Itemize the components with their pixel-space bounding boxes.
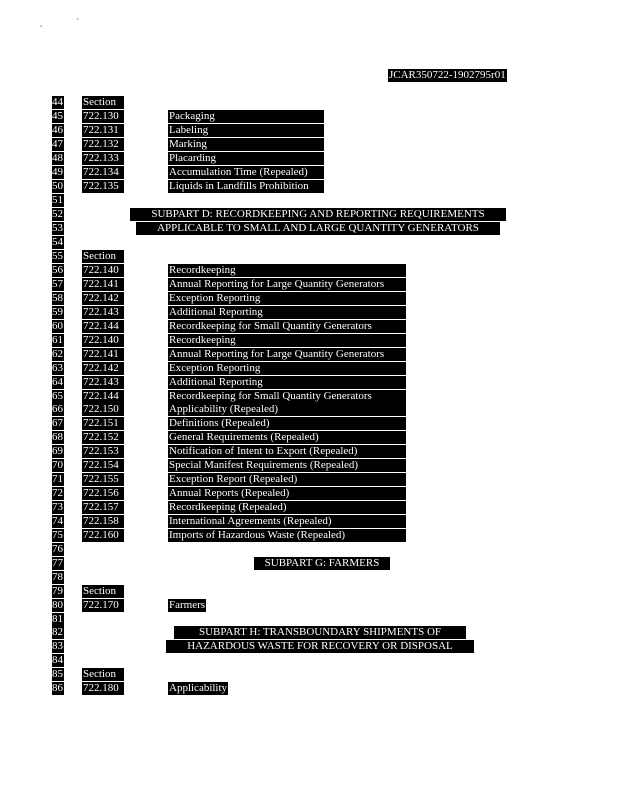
section-number: 722.133 bbox=[82, 152, 124, 165]
section-title: Additional Reporting bbox=[168, 376, 406, 389]
section-title: Recordkeeping bbox=[168, 334, 406, 347]
section-title: Packaging bbox=[168, 110, 324, 123]
line-number: 53 bbox=[52, 222, 63, 234]
line-number: 77 bbox=[52, 557, 63, 569]
section-number: 722.143 bbox=[82, 376, 124, 389]
line-number: 79 bbox=[52, 585, 63, 597]
section-title: Placarding bbox=[168, 152, 324, 165]
section-title: Applicability bbox=[169, 681, 228, 694]
section-number: 722.151 bbox=[82, 417, 124, 430]
section-title: Imports of Hazardous Waste (Repealed) bbox=[168, 529, 406, 542]
line-number: 44 bbox=[52, 96, 63, 108]
section-number: 722.155 bbox=[82, 473, 124, 486]
line-number: 72 bbox=[52, 487, 63, 500]
line-number: 64 bbox=[52, 375, 63, 388]
subpart-d-heading-line2: APPLICABLE TO SMALL AND LARGE QUANTITY GENERATORS bbox=[136, 222, 500, 235]
section-number: 722.158 bbox=[82, 515, 124, 528]
line-number: 58 bbox=[52, 291, 63, 304]
section-number: 722.131 bbox=[82, 124, 124, 137]
section-column-header: Section bbox=[82, 585, 124, 598]
section-title: General Requirements (Repealed) bbox=[168, 431, 406, 444]
section-title: Liquids in Landfills Prohibition bbox=[168, 180, 324, 193]
line-number: 62 bbox=[52, 347, 63, 360]
section-title: Notification of Intent to Export (Repealed) bbox=[168, 445, 406, 458]
line-number: 73 bbox=[52, 501, 63, 514]
section-number: 722.142 bbox=[82, 362, 124, 375]
section-number: 722.150 bbox=[82, 403, 124, 416]
line-number: 49 bbox=[52, 165, 63, 178]
line-number: 69 bbox=[52, 445, 63, 458]
scan-speck: ' bbox=[40, 24, 43, 33]
section-number: 722.142 bbox=[82, 292, 124, 305]
section-title: Annual Reporting for Large Quantity Generators bbox=[168, 278, 406, 291]
line-number: 50 bbox=[52, 179, 63, 192]
line-number: 51 bbox=[52, 193, 63, 206]
section-number: 722.157 bbox=[82, 501, 124, 514]
section-number: 722.156 bbox=[82, 487, 124, 500]
section-number: 722.130 bbox=[82, 110, 124, 123]
section-title: International Agreements (Repealed) bbox=[168, 515, 406, 528]
section-number: 722.141 bbox=[82, 278, 124, 291]
subpart-g-heading: SUBPART G: FARMERS bbox=[254, 557, 390, 570]
scan-speck: ` bbox=[76, 18, 80, 27]
line-number: 61 bbox=[52, 333, 63, 346]
line-number: 67 bbox=[52, 417, 63, 430]
section-title: Farmers bbox=[169, 598, 206, 611]
line-number: 80 bbox=[52, 598, 63, 611]
section-number: 722.134 bbox=[82, 166, 124, 179]
section-number: 722.141 bbox=[82, 348, 124, 361]
section-title: Definitions (Repealed) bbox=[168, 417, 406, 430]
section-title: Annual Reports (Repealed) bbox=[168, 487, 406, 500]
line-number: 57 bbox=[52, 277, 63, 290]
section-number: 722.140 bbox=[82, 334, 124, 347]
line-number: 60 bbox=[52, 319, 63, 332]
section-title: Exception Reporting bbox=[168, 292, 406, 305]
section-number: 722.170 bbox=[82, 599, 124, 612]
section-number: 722.143 bbox=[82, 306, 124, 319]
line-number: 85 bbox=[52, 668, 63, 680]
section-title: Recordkeeping for Small Quantity Generators bbox=[168, 390, 406, 403]
line-number: 52 bbox=[52, 208, 63, 220]
subpart-d-heading-line1: SUBPART D: RECORDKEEPING AND REPORTING REQUIREMENTS bbox=[130, 208, 506, 221]
line-number: 59 bbox=[52, 305, 63, 318]
section-number: 722.152 bbox=[82, 431, 124, 444]
line-number: 54 bbox=[52, 236, 63, 248]
subpart-h-heading-line2: HAZARDOUS WASTE FOR RECOVERY OR DISPOSAL bbox=[166, 640, 474, 653]
section-number: 722.144 bbox=[82, 390, 124, 403]
line-number: 76 bbox=[52, 542, 63, 555]
line-number: 56 bbox=[52, 263, 63, 276]
section-title: Applicability (Repealed) bbox=[168, 403, 406, 416]
line-number: 65 bbox=[52, 389, 63, 402]
section-number: 722.160 bbox=[82, 529, 124, 542]
section-number: 722.135 bbox=[82, 180, 124, 193]
section-column-header: Section bbox=[82, 250, 124, 263]
line-number: 70 bbox=[52, 459, 63, 472]
line-number: 71 bbox=[52, 473, 63, 486]
section-number: 722.132 bbox=[82, 138, 124, 151]
line-number: 86 bbox=[52, 681, 63, 694]
section-title: Recordkeeping (Repealed) bbox=[168, 501, 406, 514]
line-number: 47 bbox=[52, 137, 63, 150]
line-number: 83 bbox=[52, 640, 63, 652]
line-number: 66 bbox=[52, 403, 63, 416]
section-title: Marking bbox=[168, 138, 324, 151]
section-title: Recordkeeping bbox=[168, 264, 406, 277]
line-number: 84 bbox=[52, 654, 63, 666]
section-title: Recordkeeping for Small Quantity Generators bbox=[168, 320, 406, 333]
section-number: 722.144 bbox=[82, 320, 124, 333]
section-column-header: Section bbox=[82, 668, 124, 681]
section-number: 722.153 bbox=[82, 445, 124, 458]
section-title: Exception Reporting bbox=[168, 362, 406, 375]
line-number: 45 bbox=[52, 109, 63, 122]
line-number: 55 bbox=[52, 250, 63, 262]
line-number: 68 bbox=[52, 431, 63, 444]
section-title: Exception Report (Repealed) bbox=[168, 473, 406, 486]
section-number: 722.180 bbox=[82, 682, 124, 695]
section-column-header: Section bbox=[82, 96, 124, 109]
line-number: 48 bbox=[52, 151, 63, 164]
line-number: 46 bbox=[52, 123, 63, 136]
section-title: Annual Reporting for Large Quantity Generators bbox=[168, 348, 406, 361]
line-number: 78 bbox=[52, 571, 63, 583]
section-title: Special Manifest Requirements (Repealed) bbox=[168, 459, 406, 472]
line-number: 82 bbox=[52, 626, 63, 638]
section-title: Additional Reporting bbox=[168, 306, 406, 319]
section-title: Labeling bbox=[168, 124, 324, 137]
section-number: 722.140 bbox=[82, 264, 124, 277]
line-number: 75 bbox=[52, 529, 63, 541]
line-number: 81 bbox=[52, 612, 63, 625]
line-number: 63 bbox=[52, 361, 63, 374]
section-number: 722.154 bbox=[82, 459, 124, 472]
section-title: Accumulation Time (Repealed) bbox=[168, 166, 324, 179]
document-id: JCAR350722-1902795r01 bbox=[389, 69, 506, 81]
line-number: 74 bbox=[52, 515, 63, 528]
subpart-h-heading-line1: SUBPART H: TRANSBOUNDARY SHIPMENTS OF bbox=[174, 626, 466, 639]
